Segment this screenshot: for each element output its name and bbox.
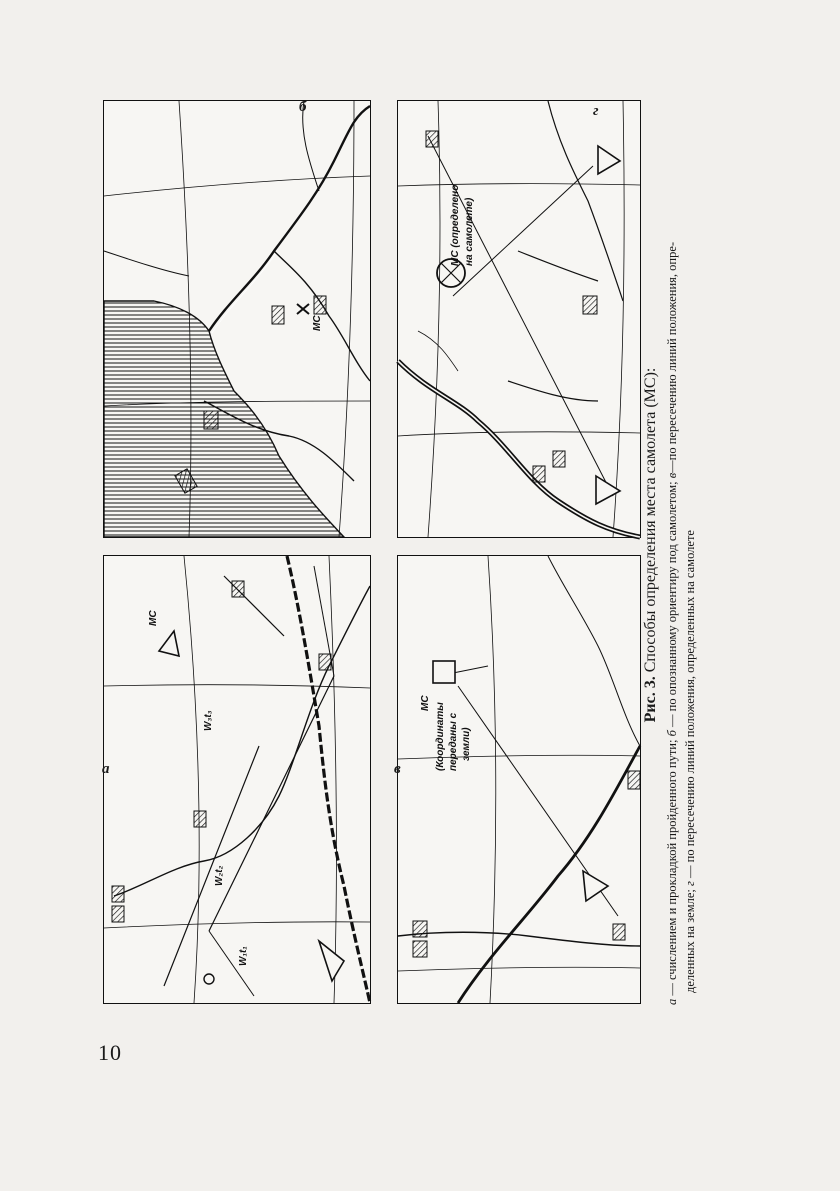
map-panel-g — [397, 100, 641, 538]
panel-a-letter: а — [102, 761, 110, 777]
panel-g-ms-note-1: МС (определено — [450, 184, 461, 266]
caption-text-v-cont: деленных на земле; — [683, 886, 697, 993]
panel-g-ms-note-2: на самолете) — [464, 197, 475, 266]
panel-g-letter: г — [593, 103, 599, 119]
map-panel-b — [103, 100, 371, 538]
panel-v-letter: в — [394, 761, 401, 777]
panel-v-ms-label: МС — [420, 695, 431, 711]
map-panel-a — [103, 555, 371, 1004]
caption-text-b: — по опознанному ориентиру под самолетом; — [665, 478, 679, 731]
figure-label: Рис. 3. — [642, 676, 659, 723]
panel-a-w3t3-label: W₃t₃ — [203, 710, 214, 731]
figure-title-line — [640, 85, 662, 1005]
panel-v-note-3: земли) — [461, 727, 472, 761]
caption-letter-g: г — [683, 881, 697, 886]
caption-letter-v: в — [665, 472, 679, 479]
caption-line-2 — [682, 85, 698, 1005]
map-panel-g-drawing — [398, 101, 640, 537]
caption-text-a: — счислением и прокладкой пройденного пути; — [665, 736, 679, 999]
panel-v-note-1: (Координаты — [435, 702, 446, 771]
caption-text-g: — по пересечению линий положения, определенных на самолете — [683, 530, 697, 882]
map-panel-a-drawing — [104, 556, 370, 1003]
caption-letter-b: б — [665, 730, 679, 737]
caption-line-1 — [664, 85, 680, 1005]
panel-a-w1t1-label: W₁t₁ — [238, 946, 249, 966]
caption-text-v: —по пересечению линий положения, опре- — [665, 241, 679, 473]
caption-letter-a: а — [665, 998, 679, 1005]
panel-b-ms-label: МС — [312, 315, 323, 331]
map-panel-v-drawing — [398, 556, 640, 1003]
map-panel-b-drawing — [104, 101, 370, 537]
panel-a-ms-label: МС — [148, 610, 159, 626]
page-number: 10 — [98, 1040, 122, 1065]
panel-b-letter: б — [299, 99, 307, 115]
map-panel-v — [394, 555, 641, 1004]
panel-a-w2t2-label: W₂t₂ — [214, 865, 225, 886]
panel-v-note-2: переданы с — [448, 712, 459, 771]
figure-title: Способы определения места самолета (МС): — [642, 367, 659, 673]
